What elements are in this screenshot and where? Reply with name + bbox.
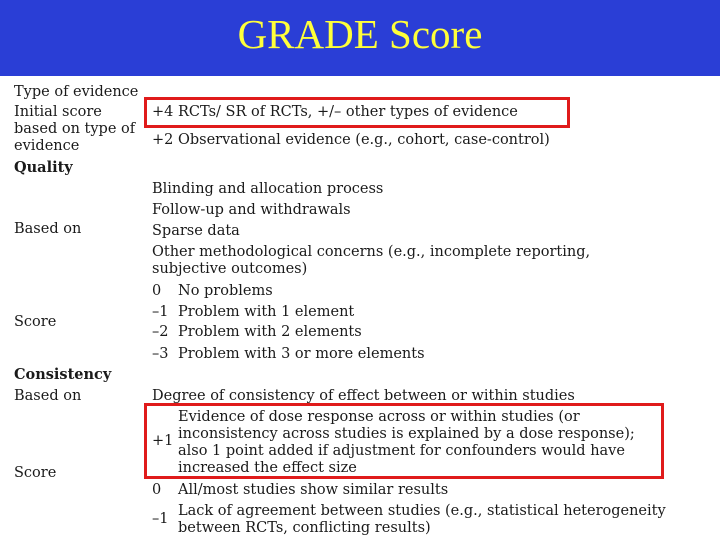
label-quality: Quality [14, 159, 73, 176]
text-similar-results: All/most studies show similar results [178, 482, 449, 498]
text-dose-response-line3: also 1 point added if adjustment for confounders would have [178, 443, 625, 459]
score-num-consistency-0: 0 [152, 482, 162, 498]
text-dose-response-line2: inconsistency across studies is explained by a dose response); [178, 426, 635, 442]
label-initial-score-line2: based on type of [14, 121, 136, 137]
slide-title: GRADE Score [237, 11, 483, 57]
text-observational-score: +2 Observational evidence (e.g., cohort, case-control) [152, 132, 550, 148]
text-sparse-data: Sparse data [152, 223, 240, 239]
score-text-3-elements: Problem with 3 or more elements [178, 346, 425, 362]
label-type-of-evidence: Type of evidence [14, 84, 139, 100]
score-num-0: 0 [152, 283, 162, 299]
text-followup: Follow-up and withdrawals [152, 202, 351, 218]
label-quality-score: Score [14, 314, 57, 330]
label-initial-score-line1: Initial score [14, 104, 102, 120]
text-lack-agreement-line1: Lack of agreement between studies (e.g., statistical heterogeneity [178, 503, 666, 519]
text-other-concerns-line2: subjective outcomes) [152, 261, 308, 277]
text-rct-score: +4 RCTs/ SR of RCTs, +/– other types of evidence [152, 104, 518, 120]
highlight-box-rct [144, 97, 570, 128]
label-quality-based-on: Based on [14, 221, 82, 237]
score-num-plus1: +1 [152, 433, 174, 449]
score-num-minus1: –1 [152, 304, 169, 320]
label-consistency-score: Score [14, 465, 57, 481]
label-consistency-based-on: Based on [14, 388, 82, 404]
score-text-2-elements: Problem with 2 elements [178, 324, 362, 340]
score-num-consistency-minus1: –1 [152, 511, 169, 527]
text-dose-response-line4: increased the effect size [178, 460, 357, 476]
text-dose-response-line1: Evidence of dose response across or within studies (or [178, 409, 580, 425]
score-text-1-element: Problem with 1 element [178, 304, 355, 320]
label-initial-score-line3: evidence [14, 138, 80, 154]
text-other-concerns-line1: Other methodological concerns (e.g., incomplete reporting, [152, 244, 591, 260]
text-blinding: Blinding and allocation process [152, 181, 384, 197]
score-num-minus3: –3 [152, 346, 169, 362]
text-degree-consistency: Degree of consistency of effect between or within studies [152, 388, 575, 404]
score-num-minus2: –2 [152, 324, 169, 340]
title-bar [0, 0, 720, 76]
label-consistency: Consistency [14, 366, 112, 383]
highlight-box-dose-response [144, 403, 664, 479]
text-lack-agreement-line2: between RCTs, conflicting results) [178, 520, 431, 536]
score-text-no-problems: No problems [178, 283, 273, 299]
